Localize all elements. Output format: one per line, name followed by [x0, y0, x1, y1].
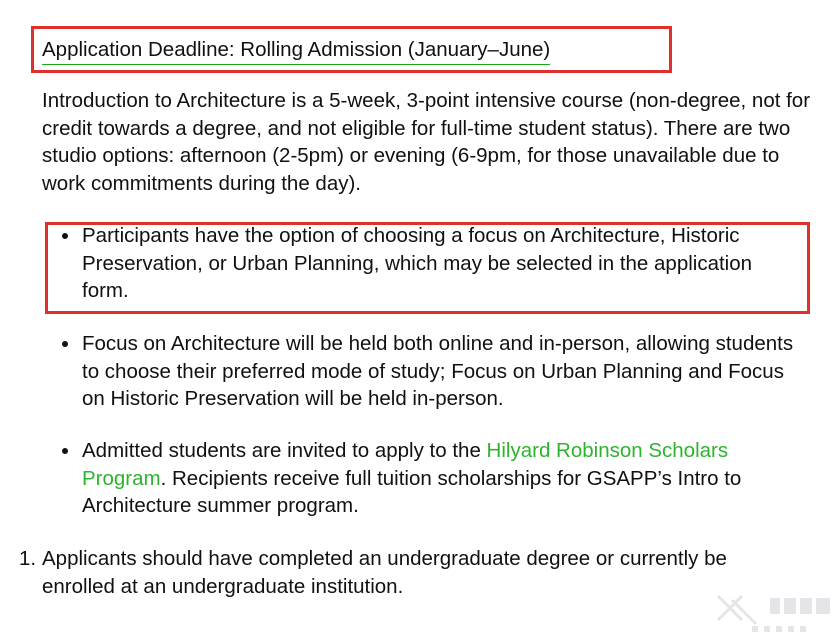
- numbered-item-text: Applicants should have completed an undergraduate degree or currently be enrolled at an undergraduate institution.: [42, 547, 727, 598]
- bullet-dot-icon: [62, 233, 68, 239]
- list-item: [82, 437, 802, 520]
- list-number: 1.: [19, 547, 37, 570]
- bullet-dot-icon: [62, 448, 68, 454]
- brand-logo-watermark-icon: [712, 590, 840, 639]
- list-item-text-prefix: Admitted students are invited to apply to the: [82, 439, 487, 462]
- intro-paragraph: Introduction to Architecture is a 5-week, 3-point intensive course (non-degree, not for credit towards a degree, and not eligible for full-time student status). There are two studio options: afternoon (2-5pm) or evening (6-9pm, for those unavailable due to work commitments during the day).: [42, 89, 811, 195]
- list-item: [82, 222, 802, 305]
- list-item-text: Participants have the option of choosing a focus on Architecture, Historic Preservation, or Urban Planning, which may be selected in the application form.: [82, 224, 753, 302]
- list-item: [82, 330, 802, 413]
- deadline-link[interactable]: Application Deadline: Rolling Admission (January–June): [42, 36, 550, 65]
- scholars-program-link[interactable]: Hilyard Robinson Scholars Program: [82, 439, 729, 490]
- bullet-dot-icon: [62, 341, 68, 347]
- numbered-list-item: [19, 545, 802, 600]
- list-item-text-suffix: . Recipients receive full tuition scholarships for GSAPP’s Intro to Architecture summer program.: [82, 466, 742, 517]
- list-item-text: Focus on Architecture will be held both online and in-person, allowing students to choose their preferred mode of study; Focus on Urban Planning and Focus on Historic Preservation will be held in-person.: [82, 332, 794, 410]
